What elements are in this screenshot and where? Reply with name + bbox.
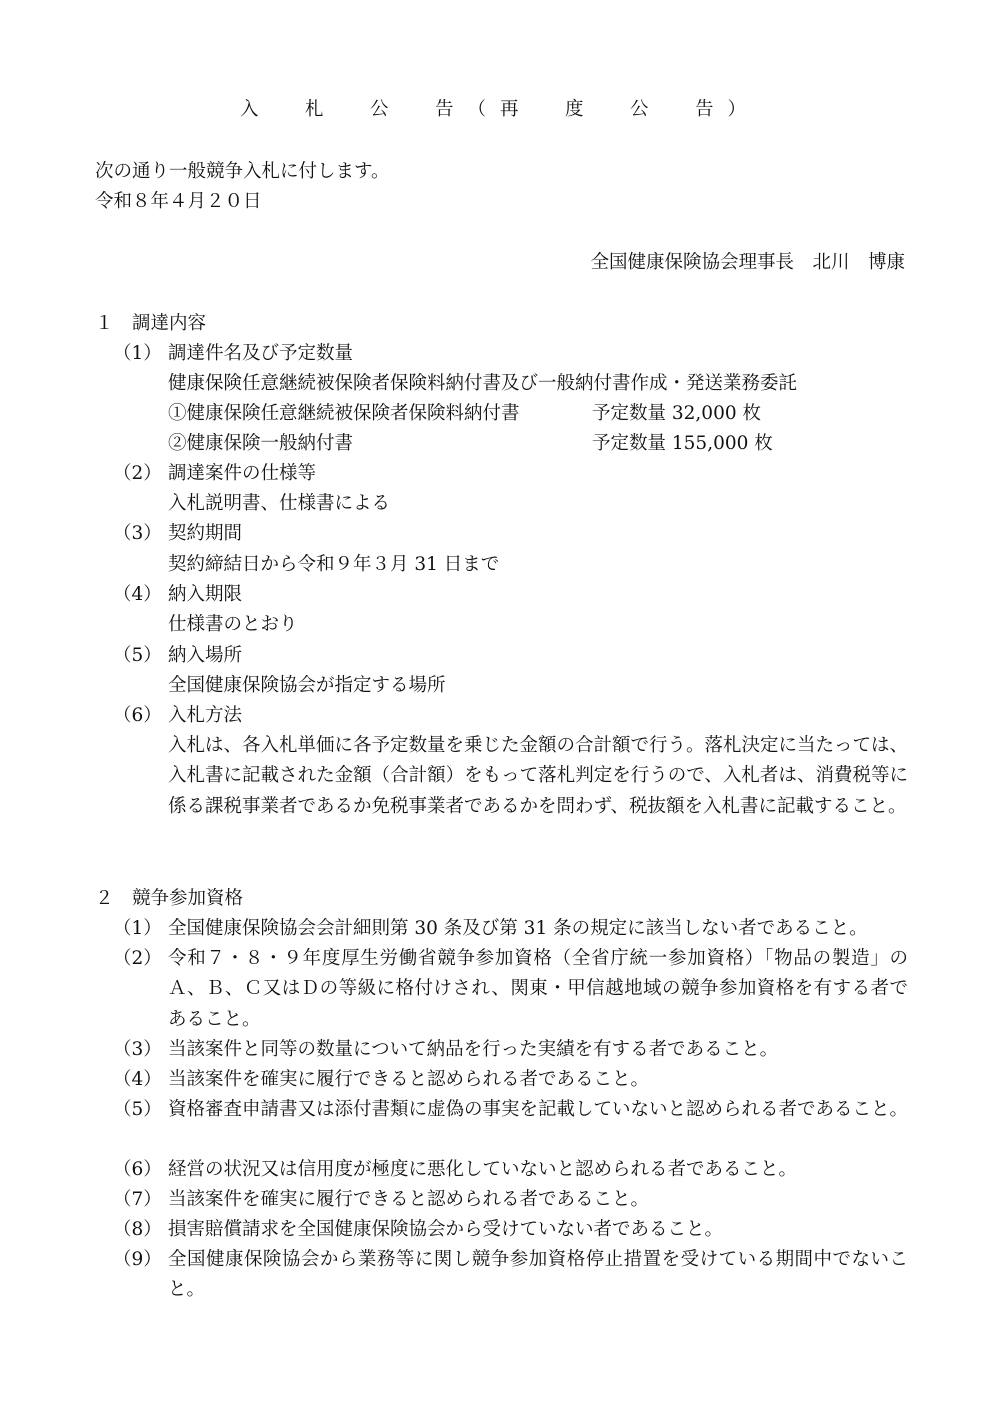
item-number: （1） — [113, 918, 162, 939]
item-label: 納入期限 — [168, 584, 243, 605]
item-number: （3） — [113, 1039, 162, 1060]
document-title: 入 札 公 告（再 度 公 告） — [239, 99, 760, 120]
subitem-name: ②健康保険一般納付書 — [168, 433, 354, 454]
subitem-quantity: 予定数量 32,000 枚 — [592, 403, 761, 424]
qualification-text: 当該案件を確実に履行できると認められる者であること。 — [168, 1189, 650, 1210]
item-number: （4） — [113, 584, 162, 605]
subitem-name: ①健康保険任意継続被保険者保険料納付書 — [168, 403, 520, 424]
intro-text: 次の通り一般競争入札に付します。 — [95, 161, 390, 182]
item-detail: 入札説明書、仕様書による — [168, 493, 391, 514]
item-number: （6） — [113, 705, 162, 726]
item-label: 入札方法 — [168, 705, 243, 726]
qualification-text: 全国健康保険協会から業務等に関し競争参加資格停止措置を受けている期間中でないこと。 — [168, 1249, 908, 1301]
item-detail: 全国健康保険協会が指定する場所 — [168, 675, 446, 696]
item-number: （2） — [113, 463, 162, 484]
procurement-title: 健康保険任意継続被保険者保険料納付書及び一般納付書作成・発送業務委託 — [168, 373, 798, 394]
item-label: 納入場所 — [168, 645, 243, 666]
item-detail: 仕様書のとおり — [168, 614, 298, 635]
item-label: 調達案件の仕様等 — [168, 463, 317, 484]
issuer: 全国健康保険協会理事長 北川 博康 — [590, 252, 905, 273]
item-label: 調達件名及び予定数量 — [168, 343, 354, 364]
qualification-text: 資格審査申請書又は添付書類に虚偽の事実を記載していないと認められる者であること。 — [168, 1099, 909, 1120]
item-number: （7） — [113, 1189, 162, 1210]
qualification-text: 経営の状況又は信用度が極度に悪化していないと認められる者であること。 — [168, 1159, 798, 1180]
subitem-quantity: 予定数量 155,000 枚 — [592, 433, 773, 454]
bidding-method-paragraph: 入札は、各入札単価に各予定数量を乗じた金額の合計額で行う。落札決定に当たっては、入札書に記載された金額（合計額）をもって落札判定を行うので、入札者は、消費税等に係る課税事業者であるか免税事業者であるかを問わず、税抜額を入札書に記載すること。 — [168, 735, 909, 817]
qualification-text: 当該案件と同等の数量について納品を行った実績を有する者であること。 — [168, 1039, 779, 1060]
item-number: （9） — [113, 1249, 162, 1270]
item-detail: 契約締結日から令和９年３月 31 日まで — [168, 554, 500, 575]
qualification-text: 当該案件を確実に履行できると認められる者であること。 — [168, 1069, 650, 1090]
item-label: 契約期間 — [168, 523, 243, 544]
qualification-text: 損害賠償請求を全国健康保険協会から受けていない者であること。 — [168, 1219, 724, 1240]
item-number: （3） — [113, 523, 162, 544]
item-number: （2） — [113, 948, 162, 969]
notice-date: 令和８年４月２０日 — [95, 191, 262, 212]
qualification-text: 全国健康保険協会会計細則第 30 条及び第 31 条の規定に該当しない者であること。 — [168, 918, 868, 939]
item-number: （4） — [113, 1069, 162, 1090]
item-number: （1） — [113, 343, 162, 364]
item-number: （5） — [113, 1099, 162, 1120]
qualification-text: 令和７・８・９年度厚生労働省競争参加資格（全省庁統一参加資格）「物品の製造」のＡ、Ｂ、Ｃ又はＤの等級に格付けされ、関東・甲信越地域の競争参加資格を有する者であること。 — [168, 948, 908, 1030]
section-1-heading: １ 調達内容 — [95, 313, 207, 334]
item-number: （5） — [113, 645, 162, 666]
item-number: （6） — [113, 1159, 162, 1180]
section-2-heading: ２ 競争参加資格 — [95, 888, 244, 909]
item-number: （8） — [113, 1219, 162, 1240]
